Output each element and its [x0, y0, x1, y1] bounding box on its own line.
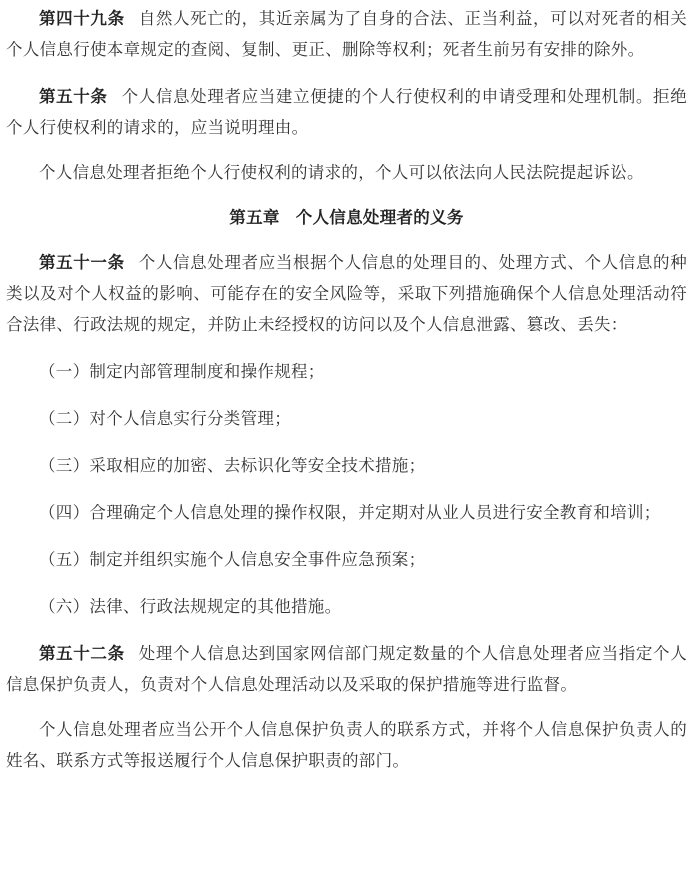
chapter-heading [6, 202, 687, 233]
chapter-number: 第五章 [229, 208, 280, 227]
article-52 [6, 638, 687, 700]
article-50-paragraph-2 [6, 157, 687, 188]
article-text: 处理个人信息达到国家网信部门规定数量的个人信息处理者应当指定个人信息保护负责人，负责对个人信息处理活动以及采取的保护措施等进行监督。 [6, 644, 688, 694]
paragraph-text: 个人信息处理者拒绝个人行使权利的请求的，个人可以依法向人民法院提起诉讼。 [39, 163, 644, 182]
article-51 [6, 247, 687, 340]
list-item: （一）制定内部管理制度和操作规程； [39, 362, 325, 381]
article-49 [6, 3, 687, 65]
paragraph-text: 个人信息处理者应当公开个人信息保护负责人的联系方式，并将个人信息保护负责人的姓名、联系方式等报送履行个人信息保护职责的部门。 [6, 720, 687, 770]
list-item: （五）制定并组织实施个人信息安全事件应急预案； [39, 550, 426, 569]
article-number: 第五十一条 [39, 253, 125, 272]
article-text: 自然人死亡的，其近亲属为了自身的合法、正当利益，可以对死者的相关个人信息行使本章规定的查阅、复制、更正、删除等权利；死者生前另有安排的除外。 [6, 9, 688, 59]
article-text: 个人信息处理者应当根据个人信息的处理目的、处理方式、个人信息的种类以及对个人权益的影响、可能存在的安全风险等，采取下列措施确保个人信息处理活动符合法律、行政法规的规定，并防止未经授权的访问以及个人信息泄露、篡改、丢失： [6, 253, 688, 334]
list-item: （三）采取相应的加密、去标识化等安全技术措施； [39, 456, 426, 475]
list-item: （二）对个人信息实行分类管理； [39, 409, 291, 428]
list-item: （四）合理确定个人信息处理的操作权限，并定期对从业人员进行安全教育和培训； [39, 503, 661, 522]
article-50 [6, 81, 687, 143]
article-text: 个人信息处理者应当建立便捷的个人行使权利的申请受理和处理机制。拒绝个人行使权利的请求的，应当说明理由。 [6, 87, 687, 137]
list-item: （六）法律、行政法规规定的其他措施。 [39, 597, 342, 616]
article-number: 第四十九条 [39, 9, 125, 28]
article-52-paragraph-2 [6, 714, 687, 776]
chapter-title: 个人信息处理者的义务 [295, 208, 464, 227]
article-number: 第五十条 [39, 87, 108, 106]
article-number: 第五十二条 [39, 644, 125, 663]
document-page [0, 3, 693, 877]
